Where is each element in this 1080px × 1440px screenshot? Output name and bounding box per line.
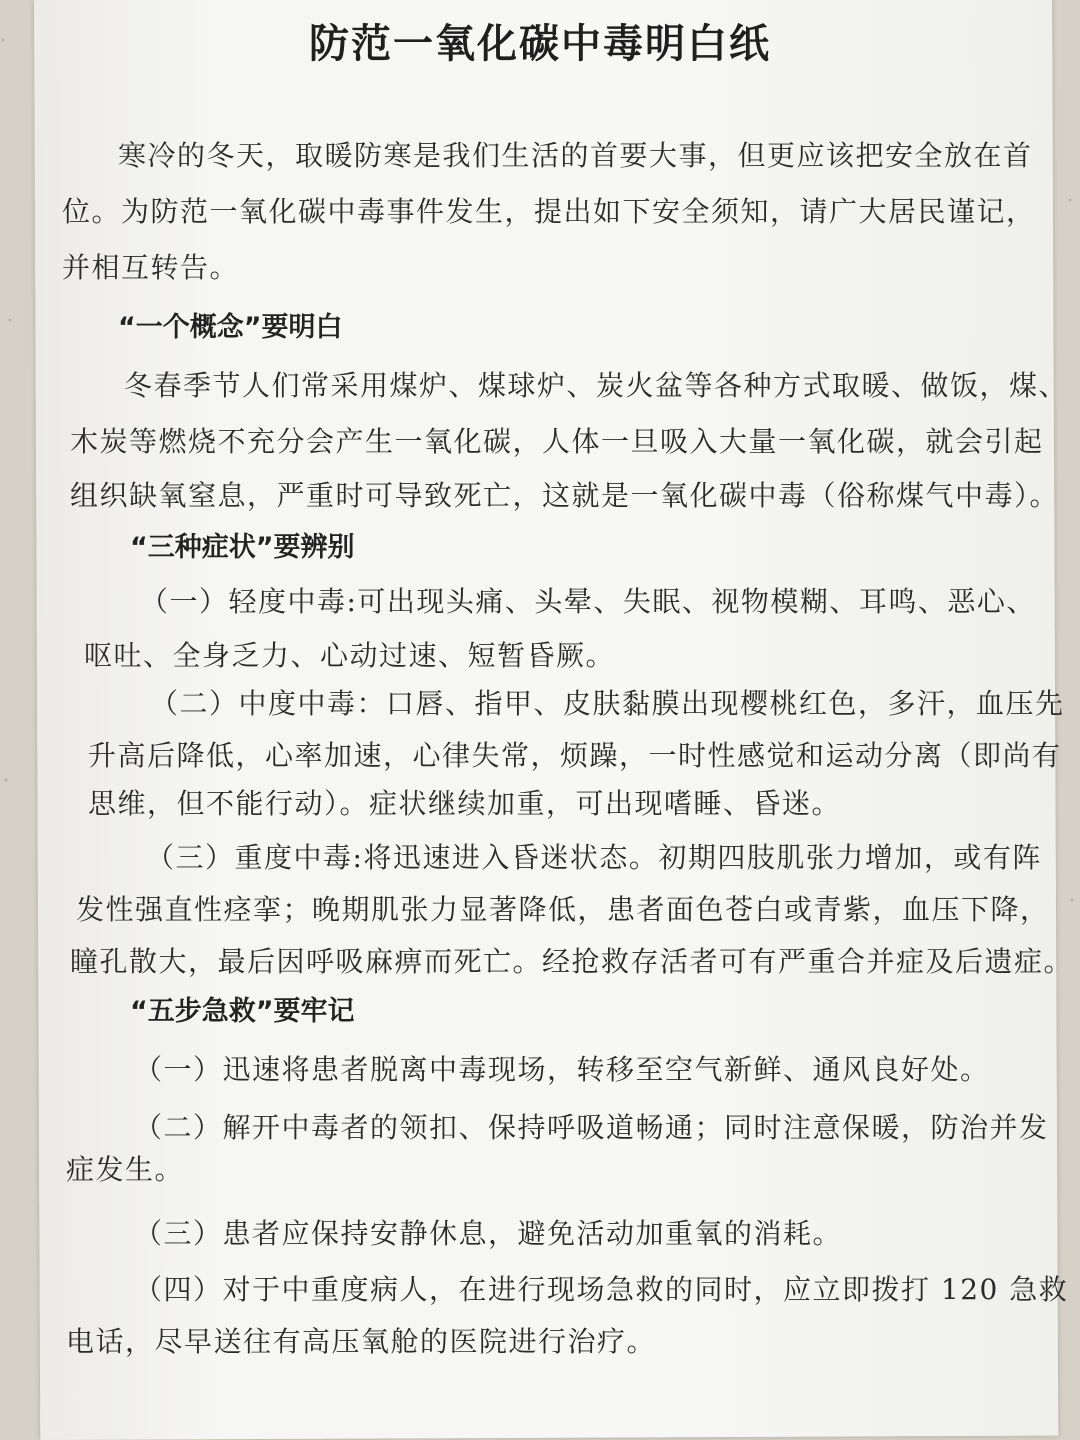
- first-aid-step-line: 症发生。: [66, 1153, 185, 1186]
- symptom-severe-line: 瞳孔散大，最后因呼吸麻痹而死亡。经抢救存活者可有严重合并症及后遗症。: [70, 945, 1074, 978]
- paragraph-line: 冬春季节人们常采用煤炉、煤球炉、炭火盆等各种方式取暖、做饭，煤、: [124, 369, 1069, 402]
- symptom-severe-line: 发性强直性痉挛；晚期肌张力显著降低，患者面色苍白或青紫，血压下降，: [76, 893, 1050, 926]
- first-aid-step-line: （二）解开中毒者的领扣、保持呼吸道畅通；同时注意保暖，防治并发: [134, 1111, 1049, 1144]
- symptom-severe-line: （三）重度中毒:将迅速进入昏迷状态。初期四肢肌张力增加，或有阵: [146, 841, 1042, 874]
- intro-line: 位。为防范一氧化碳中毒事件发生，提出如下安全须知，请广大居民谨记，: [62, 195, 1036, 228]
- first-aid-step-line: （四）对于中重度病人，在进行现场急救的同时，应立即拨打 120 急救: [134, 1273, 1069, 1306]
- first-aid-step-line: 电话，尽早送往有高压氧舱的医院进行治疗。: [66, 1325, 657, 1358]
- first-aid-step-line: （一）迅速将患者脱离中毒现场，转移至空气新鲜、通风良好处。: [134, 1053, 990, 1086]
- symptom-mild-line: （一）轻度中毒:可出现头痛、头晕、失眠、视物模糊、耳鸣、恶心、: [140, 585, 1036, 618]
- symptom-moderate-line: 思维，但不能行动）。症状继续加重，可出现嗜睡、昏迷。: [88, 787, 842, 820]
- symptom-mild-line: 呕吐、全身乏力、心动过速、短暂昏厥。: [84, 639, 616, 672]
- intro-line: 并相互转告。: [62, 251, 240, 284]
- paragraph-line: 组织缺氧窒息，严重时可导致死亡，这就是一氧化碳中毒（俗称煤气中毒）。: [70, 479, 1060, 512]
- paragraph-line: 木炭等燃烧不充分会产生一氧化碳，人体一旦吸入大量一氧化碳，就会引起: [70, 425, 1044, 458]
- symptom-moderate-line: （二）中度中毒：口唇、指甲、皮肤黏膜出现樱桃红色，多汗，血压先: [150, 687, 1065, 720]
- section-heading-concept: “一个概念”要明白: [118, 312, 343, 343]
- section-heading-symptoms: “三种症状”要辨别: [130, 532, 355, 563]
- symptom-moderate-line: 升高后降低，心率加速，心律失常，烦躁，一时性感觉和运动分离（即尚有: [88, 739, 1062, 772]
- page-title: 防范一氧化碳中毒明白纸: [309, 21, 771, 67]
- first-aid-step-line: （三）患者应保持安静休息，避免活动加重氧的消耗。: [134, 1217, 843, 1250]
- intro-line: 寒冷的冬天，取暖防寒是我们生活的首要大事，但更应该把安全放在首: [118, 139, 1033, 172]
- section-heading-first-aid: “五步急救”要牢记: [130, 996, 355, 1027]
